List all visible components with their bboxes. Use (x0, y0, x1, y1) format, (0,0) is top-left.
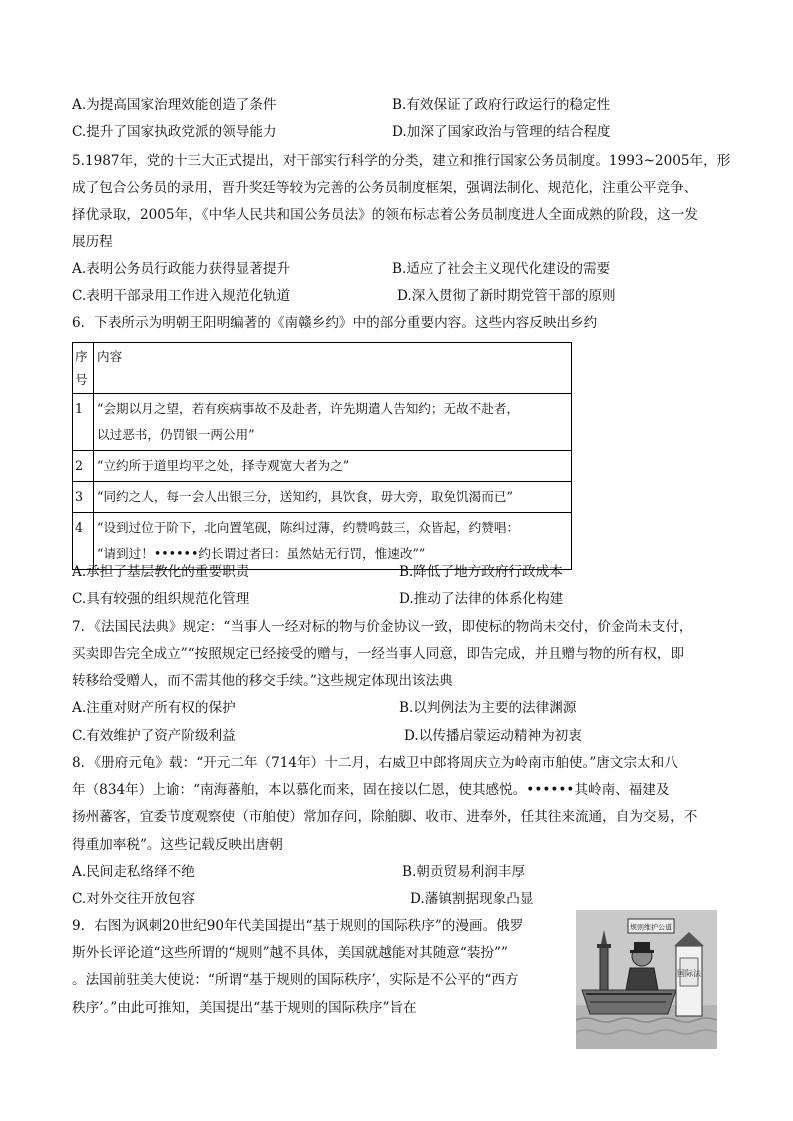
q6-option-c: C.具有较强的组织规范化管理 (72, 591, 250, 607)
table-row-num: 3 (73, 482, 94, 513)
q8-option-d: D.藩镇割据现象凸显 (410, 891, 534, 907)
q9-stem-line-2: 斯外长评论道“这些所谓的“规则”越不具体，美国就越能对其随意“装扮”” (72, 945, 508, 961)
table-header-row (73, 343, 572, 394)
q7-stem-line-1: 7．《法国民法典》规定：“当事人一经对标的物与价金协议一致，即使标的物尚未交付，价金尚未支付， (72, 619, 693, 635)
table-row (73, 394, 572, 451)
q6-option-b: B.降低了地方政府行政成本 (399, 564, 563, 580)
q4-option-b: B.有效保证了政府行政运行的稳定性 (392, 97, 611, 113)
q8-stem-line-3: 扬州蕃客，宜委节度观察使（市舶使）常加存问，除舶脚、收市、进奉外，任其往来流通，自为交易，不 (72, 809, 698, 825)
q6-option-a: A.承担了基层教化的重要职责 (72, 564, 250, 580)
cartoon-image (576, 910, 717, 1049)
q4-option-d: D.加深了国家政治与管理的结合程度 (392, 124, 611, 140)
table-row (73, 513, 572, 570)
table-row-content-line: “设到过位于阶下，北向置笔砚，陈纠过薄，约赞鸣鼓三，众皆起，约赞唱： (97, 520, 520, 535)
table-row-content-line: “会期以月之望，若有疾病事故不及赴者，许先期遣人告知约；无故不赴者， (97, 401, 520, 416)
q7-stem-line-3: 转移给受赠人，而不需其他的移交手续。”这些规定体现出该法典 (72, 673, 453, 689)
table-row-content-line: “请到过！••••••约长谓过者曰：虽然姑无行罚，惟速改”” (97, 546, 426, 561)
cartoon-sign-text: 规则维护公道 (630, 923, 672, 932)
q6-stem: 6．下表所示为明朝王阳明编著的《南赣乡约》中的部分重要内容。这些内容反映出乡约 (72, 315, 598, 331)
q9-stem-line-4: 秩序’。”由此可推知，美国提出“基于规则的国际秩序”旨在 (72, 1000, 417, 1016)
cartoon-illustration (576, 910, 717, 1049)
q6-table (72, 342, 572, 570)
table-row-content (94, 513, 572, 570)
q7-stem-line-2: 买卖即告完全成立”“按照规定已经接受的赠与，一经当事人同意，即告完成，并且赠与物的所有权，即 (72, 646, 685, 662)
cartoon-building-label: 国际法 (677, 969, 701, 978)
q8-option-c: C.对外交往开放包容 (72, 891, 195, 907)
q5-stem-line-3: 择优录取，2005年，《中华人民共和国公务员法》的领布标志着公务员制度进人全面成熟的阶段，这一发 (72, 207, 698, 223)
table-row-num: 2 (73, 451, 94, 482)
q9-stem-line-3: 。法国前驻美大使说：“所谓“基于规则的国际秩序’，实际是不公平的“西方 (72, 972, 519, 988)
q5-stem-line-4: 展历程 (72, 234, 113, 250)
q4-option-c: C.提升了国家执政党派的领导能力 (72, 124, 277, 140)
q7-option-b: B.以判例法为主要的法律渊源 (399, 700, 577, 716)
q8-stem-line-1: 8．《册府元龟》载：“开元二年（714年）十二月，右威卫中郎将周庆立为岭南市舶使。”唐文宗太和八 (72, 755, 678, 771)
q5-option-c: C.表明干部录用工作进入规范化轨道 (72, 288, 291, 304)
table-row-content (94, 394, 572, 451)
table-row-content-line: 以过恶书，仍罚银一两公用” (97, 427, 255, 442)
q5-option-b: B.适应了社会主义现代化建设的需要 (392, 261, 611, 277)
q8-option-b: B.朝贡贸易利润丰厚 (402, 864, 526, 880)
q4-option-a: A.为提高国家治理效能创造了条件 (72, 97, 277, 113)
q6-option-d: D.推动了法律的体系化构建 (399, 591, 564, 607)
q8-stem-line-2: 年（834年）上谕：“南海蕃舶，本以慕化而来，固在接以仁恩，使其感悦。••••••其岭南、福建及 (72, 782, 670, 798)
table-row-content: “立约所于道里均平之处，择寺观宽大者为之” (94, 451, 572, 482)
table-header-content: 内容 (94, 343, 572, 394)
q9-stem-line-1: 9．右图为讽刺20世纪90年代美国提出“基于规则的国际秩序”的漫画。俄罗 (72, 918, 524, 934)
table-row (73, 482, 572, 513)
table-row (73, 451, 572, 482)
table-row-content: “同约之人，每一会人出银三分，送知约，具饮食，毋大旁，取免饥渴而已” (94, 482, 572, 513)
q5-stem-line-2: 成了包合公务员的录用，晋升奖廷等较为完善的公务员制度框架，强调法制化、规范化，注重公平竞争、 (72, 180, 698, 196)
table-row-num: 1 (73, 394, 94, 451)
q8-option-a: A.民间走私络绎不绝 (72, 864, 195, 880)
q5-option-d: D.深入贯彻了新时期党管干部的原则 (397, 288, 616, 304)
q5-stem-line-1: 5.1987年，党的十三大正式提出，对干部实行科学的分类，建立和推行国家公务员制度。1993~2005年，形 (72, 153, 731, 169)
q7-option-a: A.注重对财产所有权的保护 (72, 700, 236, 716)
q7-option-d: D.以传播启蒙运动精神为初衷 (404, 728, 582, 744)
table-header-num: 序号 (73, 343, 94, 394)
table-row-num: 4 (73, 513, 94, 570)
q7-option-c: C.有效维护了资产阶级利益 (72, 728, 236, 744)
q8-stem-line-4: 得重加率税”。这些记载反映出唐朝 (72, 837, 283, 853)
q5-option-a: A.表明公务员行政能力获得显著提升 (72, 261, 291, 277)
